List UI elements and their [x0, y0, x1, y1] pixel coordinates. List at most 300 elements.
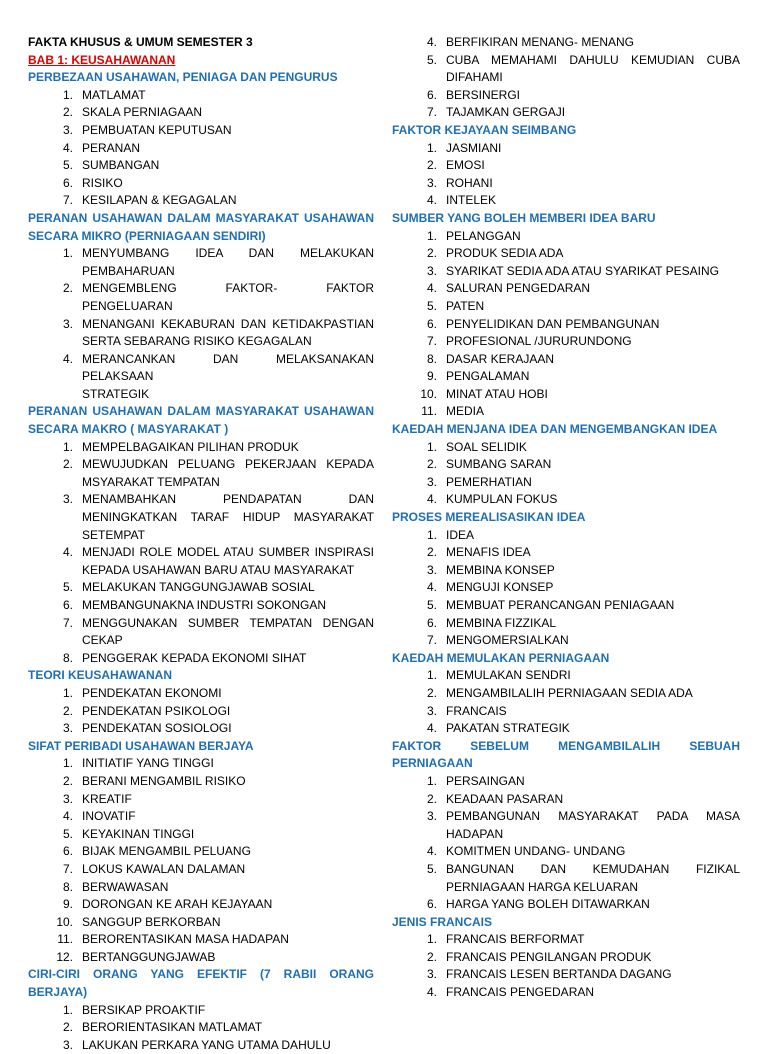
list-item [28, 861, 374, 879]
list-item [392, 984, 740, 1002]
list-item [392, 439, 740, 457]
item-number: 5. [426, 52, 437, 67]
numbered-list [392, 228, 740, 422]
numbered-list [392, 667, 740, 737]
section [28, 667, 374, 737]
list-item [392, 562, 740, 580]
numbered-list [28, 87, 374, 210]
item-text [82, 773, 374, 791]
numbered-list [28, 685, 374, 738]
item-text-line: BIJAK MENGAMBIL PELUANG [82, 844, 251, 859]
section [392, 650, 740, 738]
item-text [446, 456, 740, 474]
section-heading: TEORI KEUSAHAWANAN [28, 668, 173, 683]
list-item [392, 544, 740, 562]
list-item [392, 34, 740, 52]
item-text-line: MENJADI ROLE MODEL ATAU SUMBER INSPIRASI [82, 545, 374, 560]
item-number: 3. [426, 263, 437, 278]
item-text [446, 861, 740, 896]
item-text-line: PAKATAN STRATEGIK [446, 721, 570, 736]
section-heading: SUMBER YANG BOLEH MEMBERI IDEA BARU [392, 210, 656, 225]
section [28, 403, 374, 667]
section [392, 210, 740, 421]
item-number: 2. [62, 281, 73, 296]
item-text-line: BANGUNAN DAN KEMUDAHAN FIZIKAL [446, 861, 740, 876]
item-number: 2. [426, 949, 437, 964]
item-text-line: SANGGUP BERKORBAN [82, 914, 221, 929]
item-text [82, 491, 374, 544]
list-item [392, 579, 740, 597]
item-text [446, 368, 740, 386]
list-item [392, 140, 740, 158]
item-text-line: MEMULAKAN SENDRI [446, 668, 571, 683]
item-number: 4. [62, 140, 73, 155]
item-text-line: FRANCAIS BERFORMAT [446, 932, 585, 947]
item-text-line: BERTANGGUNGJAWAB [82, 949, 216, 964]
item-text [446, 298, 740, 316]
item-text-line: PENGALAMAN [446, 369, 530, 384]
list-item [392, 949, 740, 967]
item-number: 3. [426, 562, 437, 577]
item-number: 3. [426, 175, 437, 190]
item-text-line: SERTA SEBARANG RISIKO KEGAGALAN [82, 334, 312, 349]
item-text-line: KEYAKINAN TINGGI [82, 826, 195, 841]
item-number: 4. [62, 545, 73, 560]
item-number: 1. [62, 685, 73, 700]
numbered-list [28, 439, 374, 668]
item-number: 2. [62, 457, 73, 472]
section-heading: PERBEZAAN USAHAWAN, PENIAGA DAN PENGURUS [28, 70, 338, 85]
item-number: 6. [62, 844, 73, 859]
item-text [446, 104, 740, 122]
item-text [82, 157, 374, 175]
section-heading: PERNIAGAAN [392, 756, 473, 771]
section-heading: SIFAT PERIBADI USAHAWAN BERJAYA [28, 738, 254, 753]
item-number: 7. [426, 334, 437, 349]
item-text-line: KUMPULAN FOKUS [446, 492, 558, 507]
item-text-line: KREATIF [82, 791, 132, 806]
section [392, 914, 740, 1002]
item-text-line: PENDEKATAN SOSIOLOGI [82, 721, 232, 736]
item-number: 3. [426, 703, 437, 718]
item-text-line: FRANCAIS LESEN BERTANDA DAGANG [446, 967, 672, 982]
list-item [28, 685, 374, 703]
item-number: 9. [426, 369, 437, 384]
section-heading: KAEDAH MEMULAKAN PERNIAGAAN [392, 650, 610, 665]
item-text-line: FRANCAIS PENGILANGAN PRODUK [446, 949, 652, 964]
item-text-line: PENDEKATAN PSIKOLOGI [82, 703, 231, 718]
section [28, 210, 374, 404]
item-number: 10. [420, 386, 437, 401]
item-text-line: PEMBANGUNAN MASYARAKAT PADA MASA [446, 809, 740, 824]
item-text-line: PENGGERAK KEPADA EKONOMI SIHAT [82, 650, 307, 665]
item-number: 5. [62, 826, 73, 841]
item-number: 6. [426, 615, 437, 630]
item-text-line: SUMBANGAN [82, 158, 160, 173]
item-text-line: PRODUK SEDIA ADA [446, 246, 564, 261]
item-text-line: BERANI MENGAMBIL RISIKO [82, 773, 246, 788]
right-column [392, 34, 740, 1002]
list-item [392, 966, 740, 984]
item-text-line: PENDEKATAN EKONOMI [82, 685, 222, 700]
item-text-line: RISIKO [82, 175, 123, 190]
item-text-line: MERANCANKAN DAN MELAKSANAKAN PELAKSAAN [82, 351, 374, 384]
section-heading: FAKTOR KEJAYAAN SEIMBANG [392, 122, 577, 137]
item-text [446, 896, 740, 914]
item-text [446, 263, 740, 281]
item-text-line: MSYARAKAT TEMPATAN [82, 474, 220, 489]
section-heading: CIRI-CIRI ORANG YANG EFEKTIF (7 RABII ORANG BERJAYA) [28, 967, 374, 1000]
item-text [446, 403, 740, 421]
item-text [82, 843, 374, 861]
item-text-line: PEMBUATAN KEPUTUSAN [82, 122, 232, 137]
item-text [82, 808, 374, 826]
item-text [446, 439, 740, 457]
item-number: 12. [56, 949, 73, 964]
item-text-line: FRANCAIS PENGEDARAN [446, 985, 595, 1000]
item-number: 1. [426, 228, 437, 243]
item-number: 7. [426, 633, 437, 648]
item-number: 3. [62, 791, 73, 806]
item-text [446, 615, 740, 633]
section [392, 421, 740, 509]
item-text [82, 685, 374, 703]
item-text [82, 175, 374, 193]
section-heading: PERANAN USAHAWAN DALAM MASYARAKAT USAHAWAN [28, 210, 374, 225]
item-text [82, 949, 374, 967]
item-number: 2. [62, 105, 73, 120]
list-item [28, 491, 374, 544]
item-text-line: BERORIENTASIKAN MATLAMAT [82, 1020, 263, 1035]
item-text [446, 931, 740, 949]
list-item [392, 808, 740, 843]
item-text-line: FRANCAIS [446, 703, 507, 718]
item-text-line: KESILAPAN & KEGAGALAN [82, 193, 237, 208]
item-text [446, 703, 740, 721]
list-item [392, 843, 740, 861]
list-item [28, 122, 374, 140]
item-number: 11. [421, 404, 437, 419]
item-text-line: BERSIKAP PROAKTIF [82, 1002, 206, 1017]
item-text [82, 192, 374, 210]
numbered-list [28, 1002, 374, 1054]
item-text-line: MENYUMBANG IDEA DAN MELAKUKAN [82, 246, 374, 261]
list-item [28, 896, 374, 914]
section [28, 738, 374, 967]
list-item [28, 615, 374, 650]
numbered-list [28, 245, 374, 403]
list-item [28, 791, 374, 809]
item-text [446, 157, 740, 175]
list-item [392, 491, 740, 509]
item-number: 2. [426, 791, 437, 806]
item-text-line: SKALA PERNIAGAAN [82, 105, 203, 120]
item-number: 4. [426, 844, 437, 859]
item-text-line: MENGAMBILALIH PERNIAGAAN SEDIA ADA [446, 685, 693, 700]
item-text-line: CUBA MEMAHAMI DAHULU KEMUDIAN CUBA [446, 52, 740, 67]
list-item [28, 175, 374, 193]
item-number: 2. [426, 685, 437, 700]
left-column [28, 34, 374, 1054]
list-item [392, 228, 740, 246]
item-number: 2. [62, 703, 73, 718]
section-heading: SECARA MAKRO ( MASYARAKAT ) [28, 422, 229, 437]
item-text-line: MENANGANI KEKABURAN DAN KETIDAKPASTIAN [82, 316, 374, 331]
item-text-line: BERSINERGI [446, 87, 521, 102]
item-text [446, 562, 740, 580]
section-heading: PROSES MEREALISASIKAN IDEA [392, 510, 586, 525]
item-text [82, 87, 374, 105]
item-text-line: SALURAN PENGEDARAN [446, 281, 591, 296]
item-text-line: DIFAHAMI [446, 70, 503, 85]
item-text [82, 896, 374, 914]
list-item [392, 245, 740, 263]
chapter-title: BAB 1: KEUSAHAWANAN [28, 52, 176, 67]
list-item [28, 879, 374, 897]
item-text-line: ROHANI [446, 175, 493, 190]
item-text-line: MENGGUNAKAN SUMBER TEMPATAN DENGAN [82, 615, 374, 630]
item-number: 3. [426, 809, 437, 824]
item-text-line: LAKUKAN PERKARA YANG UTAMA DAHULU [82, 1037, 331, 1052]
section [28, 966, 374, 1054]
section-heading: SECARA MIKRO (PERNIAGAAN SENDIRI) [28, 228, 266, 243]
item-number: 2. [426, 158, 437, 173]
item-text-line: JASMIANI [446, 140, 502, 155]
item-number: 3. [62, 122, 73, 137]
item-text-line: MENGUJI KONSEP [446, 580, 554, 595]
item-text-line: BERWAWASAN [82, 879, 169, 894]
item-text [82, 597, 374, 615]
list-item [392, 527, 740, 545]
item-text [82, 1037, 374, 1054]
list-item [28, 843, 374, 861]
numbered-list [392, 773, 740, 914]
item-number: 7. [62, 193, 73, 208]
list-item [392, 632, 740, 650]
section-heading: FAKTOR SEBELUM MENGAMBILALIH SEBUAH [392, 738, 740, 753]
list-item [28, 351, 374, 404]
item-number: 4. [426, 35, 437, 49]
item-text-line: PENYELIDIKAN DAN PEMBANGUNAN [446, 316, 660, 331]
list-item [28, 456, 374, 491]
item-text-line: MELAKUKAN TANGGUNGJAWAB SOSIAL [82, 580, 315, 595]
item-number: 3. [62, 721, 73, 736]
item-number: 4. [62, 809, 73, 824]
item-text [82, 861, 374, 879]
item-number: 8. [62, 650, 73, 665]
item-text-line: INTELEK [446, 193, 497, 208]
right-sections [392, 34, 740, 1002]
list-item [392, 667, 740, 685]
item-text-line: MATLAMAT [82, 87, 146, 102]
list-item [392, 597, 740, 615]
item-text-line: PERANAN [82, 140, 141, 155]
item-text [446, 597, 740, 615]
item-number: 4. [426, 281, 437, 296]
list-item [392, 192, 740, 210]
item-text [446, 245, 740, 263]
item-number: 6. [62, 598, 73, 612]
item-text [82, 456, 374, 491]
item-text-line: MENAMBAHKAN PENDAPATAN DAN [82, 492, 374, 507]
item-number: 2. [62, 1020, 73, 1035]
item-text-line: HADAPAN [446, 826, 504, 841]
item-number: 2. [62, 773, 73, 788]
list-item [392, 456, 740, 474]
left-sections [28, 69, 374, 1054]
item-text [446, 949, 740, 967]
section [392, 122, 740, 210]
item-number: 1. [62, 246, 73, 261]
numbered-list [392, 527, 740, 650]
item-number: 4. [426, 492, 437, 507]
item-text [446, 966, 740, 984]
list-item [28, 949, 374, 967]
item-text-line: BERORENTASIKAN MASA HADAPAN [82, 932, 289, 947]
list-item [28, 914, 374, 932]
item-text-line: MENINGKATKAN TARAF HIDUP MASYARAKAT [82, 510, 374, 525]
list-item [392, 298, 740, 316]
item-text [446, 579, 740, 597]
item-number: 1. [62, 87, 73, 102]
list-item [392, 773, 740, 791]
item-number: 3. [62, 492, 73, 507]
section [28, 69, 374, 210]
section-heading: KAEDAH MENJANA IDEA DAN MENGEMBANGKAN IDEA [392, 422, 718, 437]
item-text [82, 931, 374, 949]
item-text-line: INITIATIF YANG TINGGI [82, 756, 214, 771]
item-number: 1. [426, 527, 437, 542]
item-text-line: MEMBINA KONSEP [446, 562, 555, 577]
list-item [392, 87, 740, 105]
item-number: 5. [426, 298, 437, 313]
item-text [446, 351, 740, 369]
list-item [392, 720, 740, 738]
item-text-line: MINAT ATAU HOBI [446, 386, 548, 401]
list-item [28, 703, 374, 721]
item-text-line: DORONGAN KE ARAH KEJAYAAN [82, 897, 273, 912]
list-item [28, 245, 374, 280]
item-number: 3. [62, 1037, 73, 1052]
item-text-line: MEMBANGUNAKNA INDUSTRI SOKONGAN [82, 598, 327, 612]
item-number: 1. [426, 932, 437, 947]
item-text [82, 650, 374, 668]
item-text-line: MENGOMERSIALKAN [446, 633, 569, 648]
item-number: 1. [426, 140, 437, 155]
list-item [392, 685, 740, 703]
list-item [28, 931, 374, 949]
item-text-line: PELANGGAN [446, 228, 521, 243]
item-text [446, 140, 740, 158]
item-number: 1. [62, 439, 73, 454]
list-item [392, 316, 740, 334]
item-text-line: MEMPELBAGAIKAN PILIHAN PRODUK [82, 439, 299, 454]
list-item [392, 791, 740, 809]
item-text-line: KEPADA USAHAWAN BARU ATAU MASYARAKAT [82, 562, 355, 577]
list-item [392, 104, 740, 122]
list-item [392, 896, 740, 914]
item-text [82, 122, 374, 140]
item-text-line: EMOSI [446, 158, 485, 173]
item-text [446, 667, 740, 685]
list-item [28, 140, 374, 158]
item-number: 6. [426, 87, 437, 102]
item-text-line: PERSAINGAN [446, 773, 525, 788]
item-text [82, 1002, 374, 1020]
item-text-line: PEMBAHARUAN [82, 263, 175, 278]
document-title: FAKTA KHUSUS & UMUM SEMESTER 3 [28, 35, 253, 49]
item-text [82, 615, 374, 650]
item-number: 2. [426, 246, 437, 261]
item-text [82, 1019, 374, 1037]
item-text-line: MEMBINA FIZZIKAL [446, 615, 557, 630]
item-number: 3. [426, 474, 437, 489]
list-item [392, 615, 740, 633]
item-number: 7. [62, 861, 73, 876]
item-text [82, 879, 374, 897]
list-item [392, 368, 740, 386]
item-number: 10. [56, 914, 73, 929]
list-item [392, 263, 740, 281]
item-number: 2. [426, 545, 437, 560]
item-text [446, 474, 740, 492]
item-text [446, 808, 740, 843]
item-text [82, 439, 374, 457]
item-number: 6. [426, 897, 437, 912]
item-number: 3. [62, 316, 73, 331]
item-text [446, 87, 740, 105]
item-number: 11. [57, 932, 73, 947]
list-item [392, 931, 740, 949]
item-number: 5. [426, 861, 437, 876]
item-text [446, 280, 740, 298]
item-number: 4. [426, 985, 437, 1000]
item-text [446, 333, 740, 351]
item-number: 4. [426, 193, 437, 208]
section-heading: PERANAN USAHAWAN DALAM MASYARAKAT USAHAWAN [28, 404, 374, 419]
list-item [28, 597, 374, 615]
item-text-line: PERNIAGAAN HARGA KELUARAN [446, 879, 639, 894]
item-text [82, 245, 374, 280]
item-text-line: SETEMPAT [82, 527, 145, 542]
list-item [28, 1037, 374, 1054]
item-text-line: BERFIKIRAN MENANG- MENANG [446, 35, 635, 49]
numbered-list [28, 755, 374, 966]
item-text-line: STRATEGIK [82, 386, 150, 401]
section [392, 34, 740, 122]
item-text [82, 914, 374, 932]
list-item [392, 861, 740, 896]
item-text [446, 386, 740, 404]
item-text-line: CEKAP [82, 633, 123, 648]
item-number: 5. [426, 598, 437, 612]
item-text-line: SOAL SELIDIK [446, 439, 527, 454]
item-text [82, 720, 374, 738]
item-text-line: DASAR KERAJAAN [446, 351, 555, 366]
item-number: 1. [426, 439, 437, 454]
item-text [82, 316, 374, 351]
list-item [28, 544, 374, 579]
list-item [392, 157, 740, 175]
item-number: 5. [62, 158, 73, 173]
item-number: 6. [426, 316, 437, 331]
item-text [82, 579, 374, 597]
item-text-line: HARGA YANG BOLEH DITAWARKAN [446, 897, 650, 912]
section [392, 738, 740, 914]
item-text [446, 175, 740, 193]
section-heading: JENIS FRANCAIS [392, 914, 493, 929]
item-text [82, 351, 374, 404]
